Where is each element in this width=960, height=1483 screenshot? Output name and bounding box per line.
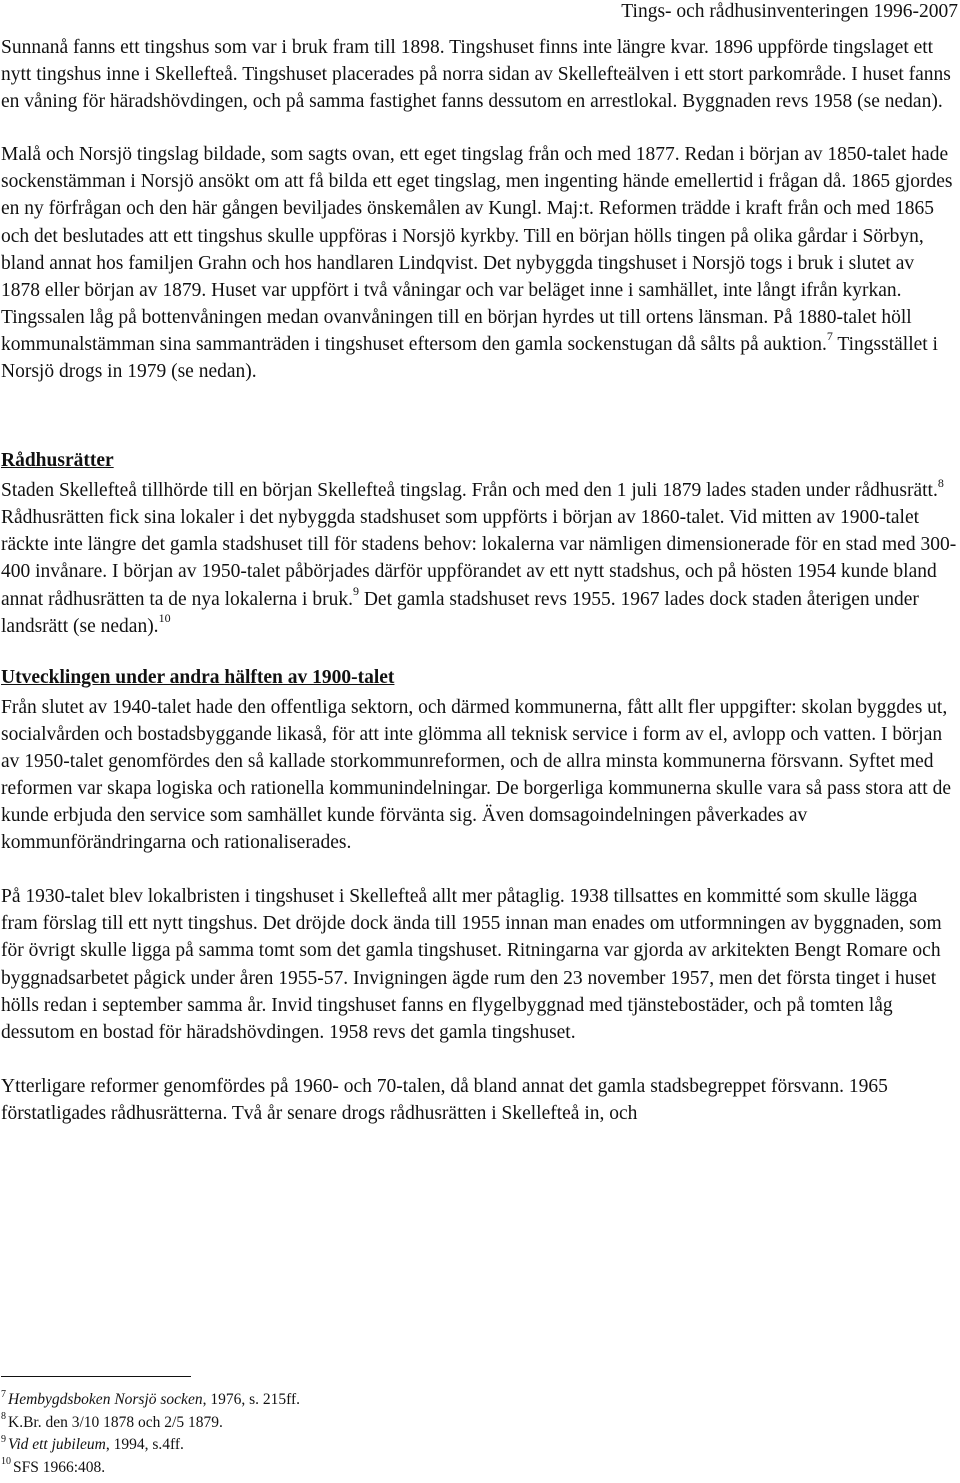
footnote-source-detail: , 1976, s. 215ff. — [202, 1391, 301, 1408]
footnotes — [1, 1389, 957, 1479]
paragraph-radhus-text-b: Rådhusrätten fick sina lokaler i det nybyggda stadshuset som uppförts i början av 1860-talet. Vid mitten av 1900-talet räckte inte längre det gamla stadshuset till för stadens behov: lokalerna var nämligen dimensionerade för en stad med 300-400 invånare. I början av 1950-talet påbörjades därför uppförandet av ett nytt stadshus, och på hösten 1954 kunde bland annat rådhusrätten ta de nya lokalerna i bruk. — [1, 507, 957, 610]
footnote-source-detail: K.Br. den 3/10 1878 och 2/5 1879. — [8, 1413, 223, 1431]
footnote-8 — [1, 1412, 957, 1435]
footnote-number: 10 — [1, 1456, 11, 1468]
footnote-source-title: Vid ett jubileum — [8, 1436, 106, 1453]
footnote-divider — [1, 1376, 191, 1377]
running-header: Tings- och rådhusinventeringen 1996-2007 — [621, 1, 958, 22]
footnote-source-detail: SFS 1966:408. — [13, 1458, 106, 1476]
footnote-10 — [1, 1457, 957, 1480]
footnote-number: 7 — [1, 1388, 6, 1400]
body-text — [1, 34, 957, 1127]
paragraph-mala-norsjo — [1, 141, 957, 385]
footnote-ref-10[interactable]: 10 — [158, 611, 171, 626]
footnote-source-detail: , 1994, s.4ff. — [105, 1436, 184, 1453]
paragraph-radhusratter — [1, 477, 957, 640]
paragraph-radhus-text-a: Staden Skellefteå tillhörde till en början Skellefteå tingslag. Från och med den 1 juli 1879 lades staden under rådhusrätt. — [1, 480, 938, 502]
footnote-number: 9 — [1, 1433, 6, 1445]
paragraph-mala-norsjo-tail: Tingsstället i Norsjö drogs in 1979 (se nedan). — [1, 333, 938, 383]
heading-utvecklingen: Utvecklingen under andra hälften av 1900-talet — [1, 666, 395, 688]
footnote-ref-8[interactable]: 8 — [937, 475, 944, 490]
paragraph-nytt-tingshus: På 1930-talet blev lokalbristen i tingshuset i Skellefteå allt mer påtaglig. 1938 tillsattes en kommitté som skulle lägga fram förslag till ett nytt tingshus. Det dröjde dock ända till 1955 innan man enades om utformningen av byggnaden, som för övrigt skulle ligga på samma tomt som det gamla tingshuset. Ritningarna var gjorda av arkitekten Bengt Romare och byggnadsarbetet pågick under åren 1955-57. Invigningen ägde rum den 23 november 1957, men det första tinget i huset hölls redan i september samma år. Invid tingshuset fanns en flygelbyggnad med tjänstebostäder, och på tomten låg dessutom en bostad för häradshövdingen. 1958 revs det gamla tingshuset. — [1, 886, 942, 1043]
paragraph-radhus-text-c: Det gamla stadshuset revs 1955. 1967 lades dock staden återigen under landsrätt (se nedan). — [1, 588, 919, 637]
paragraph-kommunreform: Från slutet av 1940-talet hade den offentliga sektorn, och därmed kommunerna, fått allt fler uppgifter: skolan byggdes ut, socialvården och bostadsbyggande likaså, för att inte glömma all teknisk service i form av el, avlopp och vatten. I början av 1950-talet genomfördes den så kallade storkommunreformen, och de allra minsta kommunerna försvann. Syftet med reformen var skapa logiska och rationella kommunindelningar. De borgerliga kommunerna skulle vara så pass stora att de kunde erbjuda den service som samhället kunde förvänta sig. Även domsagoindelningen påverkades av kommunförändringarna och rationaliserades. — [1, 696, 951, 854]
heading-radhusratter: Rådhusrätter — [1, 450, 114, 472]
footnote-source-title: Hembygdsboken Norsjö socken — [8, 1391, 203, 1408]
footnote-ref-9[interactable]: 9 — [352, 584, 359, 598]
footnote-number: 8 — [1, 1411, 6, 1423]
paragraph-sunnana: Sunnanå fanns ett tingshus som var i bruk fram till 1898. Tingshuset finns inte längre kvar. 1896 uppförde tingslaget ett nytt tingshus inne i Skellefteå. Tingshuset placerades på norra sidan av Skellefteälven i ett stort parkområde. I huset fanns en våning för häradshövdingen, och på samma fastighet fanns dessutom en arrestlokal. Byggnaden revs 1958 (se nedan). — [1, 37, 951, 113]
paragraph-mala-norsjo-text: Malå och Norsjö tingslag bildade, som sagts ovan, ett eget tingslag från och med 1877. Redan i början av 1850-talet hade sockenstämman i Norsjö ansökt om att få bilda ett eget tingslag, men ingenting hände emellertid i frågan då. 1865 gjordes en ny förfrågan och den här gången beviljades önskemålen av Kungl. Maj:t. Reformen trädde i kraft från och med 1865 och det beslutades att ett tingshus skulle uppföras i Norsjö kyrkby. Till en början hölls tingen på olika gårdar i Sörbyn, bland annat hos familjen Grahn och hos handlaren Lindqvist. Det nybyggda tingshuset i Norsjö togs i bruk i slutet av 1878 eller början av 1879. Huset var uppfört i två våningar och var beläget inne i samhället, inte långt ifrån kyrkan. Tingssalen låg på bottenvåningen medan ovanvåningen till en början hyrdes ut till ortens länsman. På 1880-talet höll kommunalstämman sina sammanträden i tingshuset eftersom den gamla sockenstugan då sålts på auktion. — [1, 144, 953, 355]
footnote-7 — [1, 1389, 957, 1412]
paragraph-reformer: Ytterligare reformer genomfördes på 1960- och 70-talen, då bland annat det gamla stadsbegreppet försvann. 1965 förstatligades rådhusrätterna. Två år senare drogs rådhusrätten i Skellefteå in, och — [1, 1075, 888, 1124]
footnote-9 — [1, 1434, 957, 1457]
footnote-ref-7[interactable]: 7 — [826, 329, 833, 344]
